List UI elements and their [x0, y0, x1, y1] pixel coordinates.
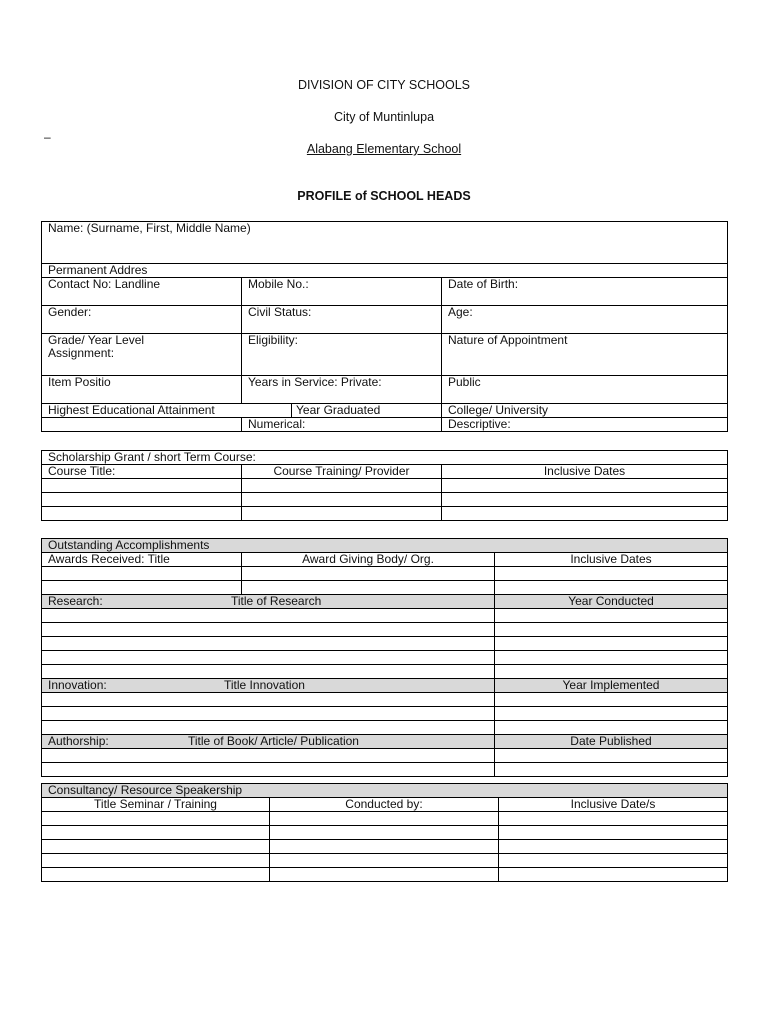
numerical-label: Numerical: — [248, 417, 306, 431]
personal-info-table — [41, 221, 728, 432]
accomplishments-table — [41, 538, 728, 777]
table-cell[interactable] — [499, 826, 728, 840]
scholarship-table — [41, 450, 728, 521]
table-cell[interactable] — [42, 749, 495, 763]
address-field[interactable] — [42, 264, 728, 278]
table-cell[interactable] — [242, 567, 495, 581]
table-cell[interactable] — [42, 854, 270, 868]
landline-label: Contact No: Landline — [48, 277, 161, 291]
research-title-label: Title of Research — [231, 594, 322, 608]
table-cell[interactable] — [42, 693, 495, 707]
table-cell[interactable] — [499, 840, 728, 854]
civil-status-field[interactable] — [242, 306, 442, 334]
table-cell[interactable] — [42, 493, 242, 507]
table-cell[interactable] — [495, 763, 728, 777]
course-title-header — [42, 465, 242, 479]
item-field[interactable] — [42, 376, 242, 404]
education-field[interactable] — [42, 404, 292, 418]
table-cell[interactable] — [499, 812, 728, 826]
provider-header — [242, 465, 442, 479]
award-body-header — [242, 553, 495, 567]
table-cell[interactable] — [495, 637, 728, 651]
gender-field[interactable] — [42, 306, 242, 334]
dash-mark: – — [44, 130, 51, 144]
item-label: Item Positio — [48, 375, 111, 389]
innovation-year-label: Year Implemented — [562, 678, 660, 692]
consult-dates-label: Inclusive Date/s — [570, 797, 656, 811]
year-graduated-label: Year Graduated — [296, 403, 381, 417]
consultancy-table — [41, 783, 728, 882]
innovation-header — [42, 679, 495, 693]
dates-header — [442, 465, 728, 479]
table-cell[interactable] — [442, 493, 728, 507]
awards-title-header — [42, 553, 242, 567]
dob-field[interactable] — [442, 278, 728, 306]
course-title-label: Course Title: — [48, 464, 116, 478]
research-label: Research: — [48, 594, 103, 608]
public-label: Public — [448, 375, 481, 389]
gender-label: Gender: — [48, 305, 92, 319]
table-cell[interactable] — [42, 665, 495, 679]
college-label: College/ University — [448, 403, 549, 417]
consultancy-heading — [42, 784, 728, 798]
table-cell[interactable] — [242, 581, 495, 595]
authorship-date-header — [495, 735, 728, 749]
descriptive-field[interactable] — [442, 418, 728, 432]
scholarship-title: Scholarship Grant / short Term Course: — [48, 450, 256, 464]
landline-field[interactable] — [42, 278, 242, 306]
table-cell[interactable] — [242, 493, 442, 507]
education-label: Highest Educational Attainment — [48, 403, 215, 417]
mobile-label: Mobile No.: — [248, 277, 309, 291]
authorship-label: Authorship: — [48, 734, 109, 748]
table-cell[interactable] — [495, 609, 728, 623]
mobile-field[interactable] — [242, 278, 442, 306]
page-title: PROFILE of SCHOOL HEADS — [297, 189, 471, 203]
years-service-field[interactable] — [242, 376, 442, 404]
table-cell[interactable] — [42, 812, 270, 826]
consultancy-title: Consultancy/ Resource Speakership — [48, 783, 243, 797]
table-cell[interactable] — [42, 567, 242, 581]
table-cell[interactable] — [495, 623, 728, 637]
table-cell[interactable] — [42, 763, 495, 777]
table-cell[interactable] — [495, 749, 728, 763]
dates-label: Inclusive Dates — [543, 464, 626, 478]
awards-dates-header — [495, 553, 728, 567]
table-cell[interactable] — [42, 479, 242, 493]
table-cell[interactable] — [42, 507, 242, 521]
conducted-by-header — [270, 798, 499, 812]
college-field[interactable] — [442, 404, 728, 418]
research-header — [42, 595, 495, 609]
seminar-title-header — [42, 798, 270, 812]
table-cell[interactable] — [270, 868, 499, 882]
numerical-field[interactable] — [242, 418, 442, 432]
school-heading: Alabang Elementary School — [306, 142, 462, 156]
awards-dates-label: Inclusive Dates — [570, 552, 652, 566]
table-cell[interactable] — [42, 581, 242, 595]
table-cell[interactable] — [42, 623, 495, 637]
table-cell[interactable] — [499, 854, 728, 868]
accomplishments-title: Outstanding Accomplishments — [48, 538, 210, 552]
conducted-by-label: Conducted by: — [345, 797, 423, 811]
name-field[interactable] — [42, 222, 728, 264]
seminar-title-label: Title Seminar / Training — [94, 797, 217, 811]
table-cell[interactable] — [495, 651, 728, 665]
table-cell[interactable] — [495, 721, 728, 735]
awards-title-label: Awards Received: Title — [48, 552, 170, 566]
table-cell[interactable] — [270, 840, 499, 854]
table-cell[interactable] — [42, 609, 495, 623]
table-cell[interactable] — [42, 637, 495, 651]
table-cell[interactable] — [270, 854, 499, 868]
name-label: Name: (Surname, First, Middle Name) — [48, 221, 251, 235]
table-cell[interactable] — [242, 507, 442, 521]
research-year-label: Year Conducted — [568, 594, 654, 608]
grade-label: Grade/ Year Level — [48, 333, 145, 347]
innovation-year-header — [495, 679, 728, 693]
table-cell[interactable] — [242, 479, 442, 493]
authorship-header — [42, 735, 495, 749]
division-heading: DIVISION OF CITY SCHOOLS — [297, 78, 471, 92]
table-cell[interactable] — [42, 868, 270, 882]
provider-label: Course Training/ Provider — [273, 464, 410, 478]
accomplishments-heading — [42, 539, 728, 553]
table-cell[interactable] — [270, 812, 499, 826]
year-graduated-field[interactable] — [292, 404, 442, 418]
authorship-title-label: Title of Book/ Article/ Publication — [188, 734, 359, 748]
scholarship-heading — [42, 451, 728, 465]
grade-field[interactable] — [42, 334, 242, 376]
table-cell[interactable] — [42, 707, 495, 721]
education-blank[interactable] — [42, 418, 242, 432]
table-cell[interactable] — [42, 826, 270, 840]
table-cell[interactable] — [442, 479, 728, 493]
years-service-label: Years in Service: Private: — [248, 375, 382, 389]
dob-label: Date of Birth: — [448, 277, 519, 291]
public-field[interactable] — [442, 376, 728, 404]
table-cell[interactable] — [495, 693, 728, 707]
research-year-header — [495, 595, 728, 609]
table-cell[interactable] — [42, 651, 495, 665]
table-cell[interactable] — [499, 868, 728, 882]
table-cell[interactable] — [495, 567, 728, 581]
assignment-label: Assignment: — [48, 346, 115, 360]
nature-field[interactable] — [442, 334, 728, 376]
city-heading: City of Muntinlupa — [333, 110, 435, 124]
eligibility-field[interactable] — [242, 334, 442, 376]
table-cell[interactable] — [495, 581, 728, 595]
table-cell[interactable] — [442, 507, 728, 521]
table-cell[interactable] — [495, 665, 728, 679]
table-cell[interactable] — [42, 840, 270, 854]
nature-label: Nature of Appointment — [448, 333, 568, 347]
innovation-title-label: Title Innovation — [224, 678, 305, 692]
authorship-date-label: Date Published — [570, 734, 652, 748]
award-body-label: Award Giving Body/ Org. — [302, 552, 434, 566]
innovation-label: Innovation: — [48, 678, 107, 692]
age-field[interactable] — [442, 306, 728, 334]
table-cell[interactable] — [42, 721, 495, 735]
civil-status-label: Civil Status: — [248, 305, 312, 319]
eligibility-label: Eligibility: — [248, 333, 299, 347]
age-label: Age: — [448, 305, 473, 319]
table-cell[interactable] — [270, 826, 499, 840]
table-cell[interactable] — [495, 707, 728, 721]
address-label: Permanent Addres — [48, 263, 148, 277]
descriptive-label: Descriptive: — [448, 417, 511, 431]
consult-dates-header — [499, 798, 728, 812]
